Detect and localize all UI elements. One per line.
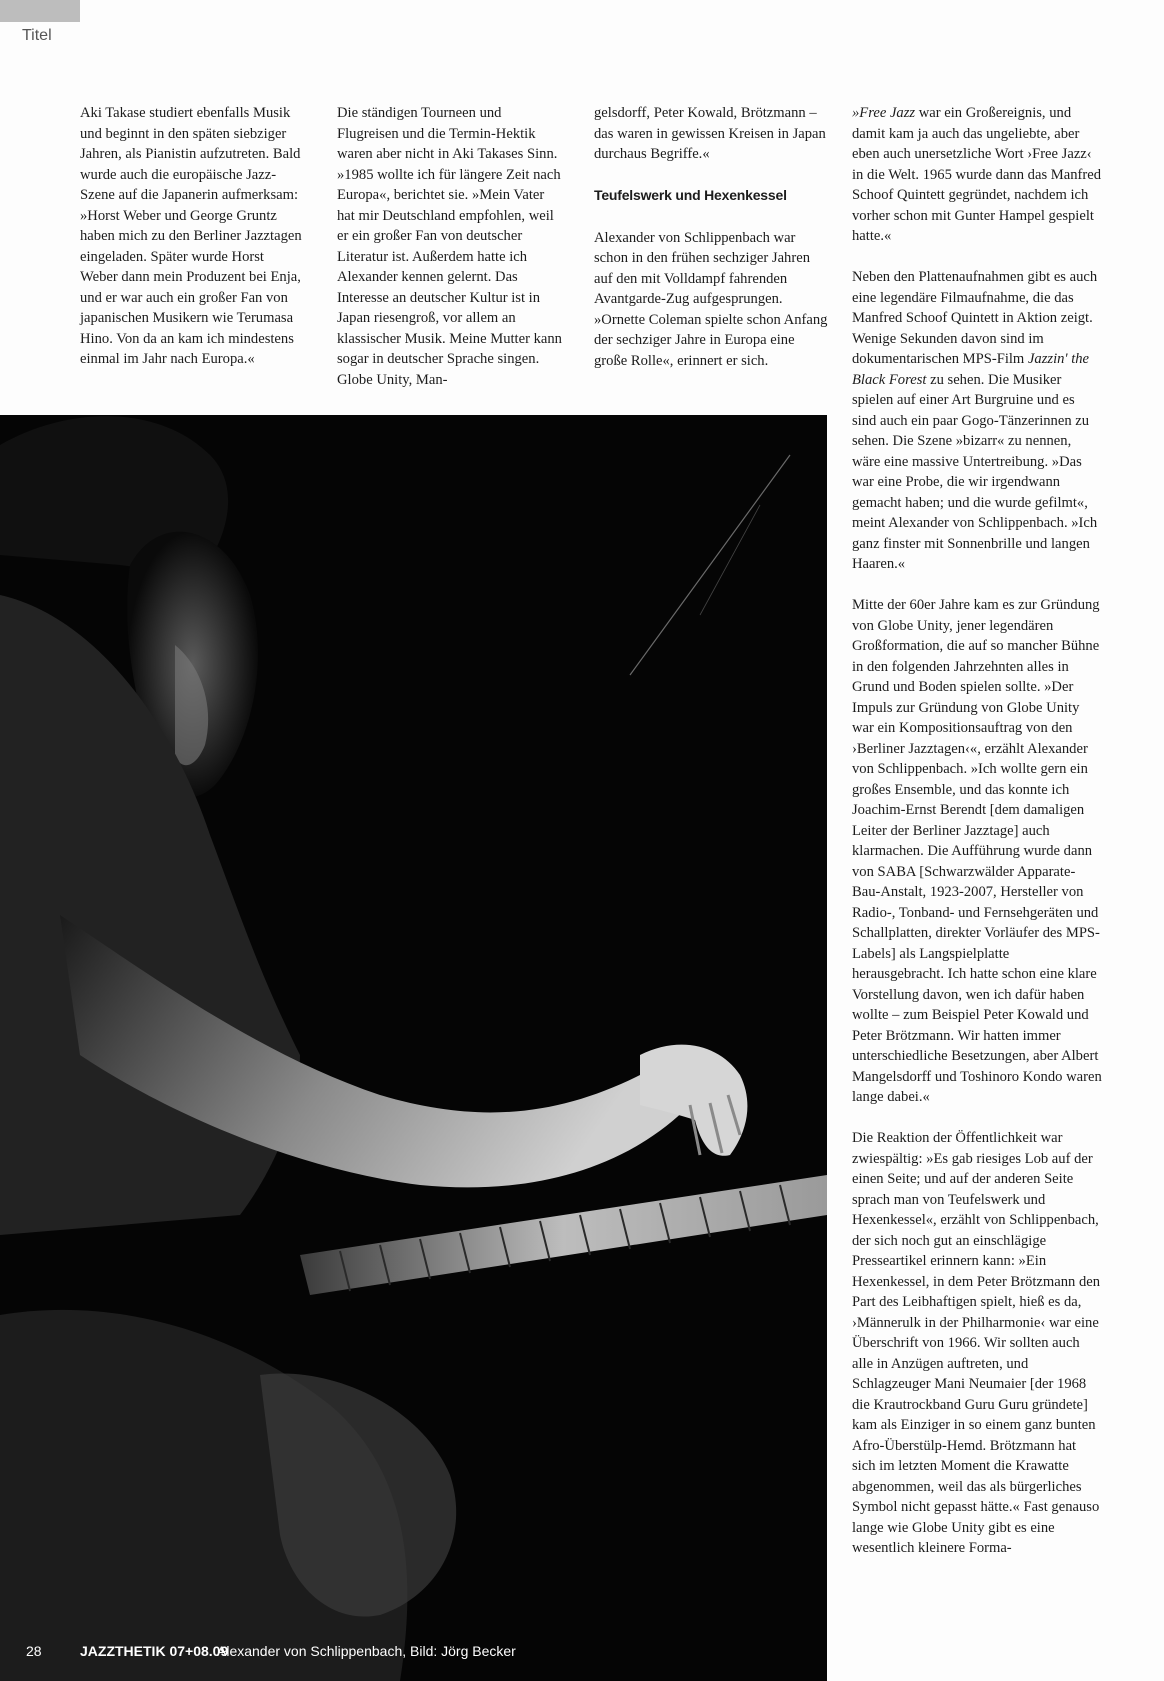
pianist-photo: [0, 415, 827, 1681]
section-tab-marker: [0, 0, 80, 22]
paragraph: gelsdorff, Peter Kowald, Brötzmann – das waren in gewissen Kreisen in Japan durchaus Begriffe.«: [594, 105, 826, 162]
section-subheading: Teufelswerk und Hexenkessel: [594, 187, 787, 203]
text-column-4: [852, 103, 1102, 1559]
paragraph: Die Reaktion der Öffentlichkeit war zwiespältig: »Es gab riesiges Lob auf der einen Seite; und auf der anderen Seite sprach man von Teufelswerk und Hexenkessel«, erzählt von Schlippenbach, der sich noch gut an einschlägige Presseartikel erinnern kann: »Ein Hexenkessel, in dem Peter Brötzmann den Part des Leibhaftigen spielt, hieß es da, ›Männerulk in der Philharmonie‹ war eine Überschrift von 1966. Wir sollten auch alle in Anzügen auftreten, und Schlagzeuger Mani Neumaier [der 1968 die Krautrockband Guru Guru gründete] kam als Einziger in so einem ganz bunten Afro-Überstülp-Hemd. Brötzmann hat sich im letzten Moment die Krawatte abgenommen, weil das als bürgerliches Symbol nicht gepasst hätte.« Fast genauso lange wie Globe Unity gibt es eine wesentlich kleinere Forma-: [852, 1130, 1101, 1556]
paragraph: Die ständigen Tourneen und Flugreisen und die Termin-Hektik waren aber nicht in Aki Takases Sinn. »1985 wollte ich für längere Zeit nach Europa«, berichtet sie. »Mein Vater hat mir Deutschland empfohlen, weil er ein großer Fan von deutscher Literatur ist. Außerdem hatte ich Alexander kennen gelernt. Das Interesse an deutscher Kultur ist in Japan riesengroß, vor allem an klassischer Musik. Meine Mutter kann sogar in deutscher Sprache singen. Globe Unity, Man-: [337, 105, 562, 388]
publication-name: JAZZTHETIK 07+08.09: [80, 1643, 229, 1659]
paragraph: Mitte der 60er Jahre kam es zur Gründung von Globe Unity, jener legendären Großformation, die auf so mancher Bühne in den folgenden Jahrzehnten alles in Grund und Boden spielen sollte. »Der Impuls zur Gründung von Globe Unity war ein Kompositionsauftrag von den ›Berliner Jazztagen‹«, erzählt Alexander von Schlippenbach. »Ich wollte gern ein großes Ensemble, und das konnte ich Joachim-Ernst Berendt [dem damaligen Leiter der Berliner Jazztage] auch klarmachen. Die Aufführung wurde dann von SABA [Schwarzwälder Apparate-Bau-Anstalt, 1923-2007, Hersteller von Radio-, Tonband- und Fernsehgeräten und Schallplatten, direkter Vorläufer des MPS-Labels] als Langspielplatte herausgebracht. Ich hatte schon eine klare Vorstellung davon, wen ich dafür haben wollte – zum Beispiel Peter Kowald und Peter Brötzmann. Wir hatten immer unterschiedliche Besetzungen, aber Albert Mangelsdorff und Toshinoro Kondo waren lange dabei.«: [852, 597, 1102, 1105]
italic-text: »Free Jazz: [852, 105, 916, 121]
text-column-1: [80, 103, 305, 370]
text-column-2: [337, 103, 562, 390]
paragraph: Aki Takase studiert ebenfalls Musik und beginnt in den späten siebziger Jahren, als Pianistin aufzutreten. Bald wurde auch die europäische Jazz-Szene auf die Japanerin aufmerksam: »Horst Weber und George Gruntz haben mich zu den Berliner Jazztagen eingeladen. Später wurde Horst Weber dann mein Produzent bei Enja, und er war auch ein großer Fan von japanischen Musikern wie Terumasa Hino. Von da an kam ich mindestens einmal im Jahr nach Europa.«: [80, 105, 302, 367]
page-number: 28: [26, 1643, 42, 1659]
paragraph: [852, 103, 1102, 247]
photo-caption: Alexander von Schlippenbach, Bild: Jörg Becker: [217, 1643, 516, 1659]
text-run: Neben den Plattenaufnahmen gibt es auch eine legendäre Filmaufnahme, die das Manfred Schoof Quintett in Aktion zeigt. Wenige Sekunden davon sind im dokumentarischen MPS-Film: [852, 269, 1098, 367]
text-run: war ein Großereignis, und damit kam ja auch das ungeliebte, aber eben auch unersetzliche Wort ›Free Jazz‹ in die Welt. 1965 wurde dann das Manfred Schoof Quintett gegründet, nachdem ich vorher schon mit Gunter Hampel gespielt hatte.«: [852, 105, 1102, 244]
film-title: Jazzin' the Black Forest: [852, 351, 1090, 388]
text-column-3: [594, 103, 829, 371]
text-run: zu sehen. Die Musiker spielen auf einer Art Burgruine und es sind auch ein paar Gogo-Tänzerinnen zu sehen. Die Szene »bizarr« zu nennen, wäre eine massive Untertreibung. »Das war eine Probe, die wir irgendwann gemacht haben; und die wurde gefilmt«, meint Alexander von Schlippenbach. »Ich ganz finster mit Sonnenbrille und langen Haaren.«: [852, 371, 1098, 572]
paragraph: [852, 267, 1102, 575]
paragraph: Alexander von Schlippenbach war schon in den frühen sechziger Jahren auf den mit Volldampf fahrenden Avantgarde-Zug aufgesprungen. »Ornette Coleman spielte schon Anfang der sechziger Jahre in Europa eine große Rolle«, erinnert er sich.: [594, 229, 828, 369]
section-label: Titel: [22, 27, 52, 44]
pianist-photo-illustration: [0, 415, 827, 1681]
